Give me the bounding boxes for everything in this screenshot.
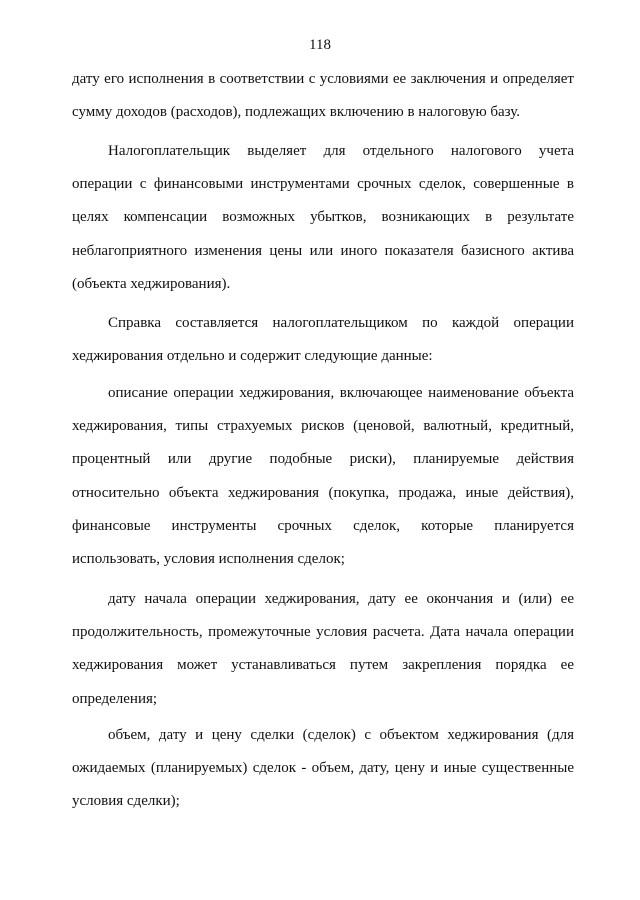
text-line: (объекта хеджирования).	[72, 275, 231, 292]
text-line: относительно объекта хеджирования (покупка, продажа, иные действия),	[72, 484, 574, 501]
page-number: 118	[309, 37, 331, 53]
paragraph-1	[72, 63, 574, 129]
paragraph-2	[72, 135, 574, 301]
text-line: целях компенсации возможных убытков, возникающих в результате	[72, 209, 574, 226]
text-line: использовать, условия исполнения сделок;	[72, 551, 345, 568]
text-line: описание операции хеджирования, включающее наименование объекта	[108, 385, 574, 401]
text-line: хеджирования может устанавливаться путем закрепления порядка ее	[72, 657, 574, 674]
paragraph-6	[72, 719, 574, 819]
text-line: хеджирования, типы страхуемых рисков (ценовой, валютный, кредитный,	[72, 418, 574, 435]
text-line: финансовые инструменты срочных сделок, которые планируется	[72, 517, 574, 534]
text-line: хеджирования отдельно и содержит следующие данные:	[72, 348, 433, 365]
text-line: дату начала операции хеджирования, дату ее окончания и (или) ее	[108, 591, 574, 607]
paragraph-5	[72, 583, 574, 716]
paragraph-3	[72, 307, 574, 373]
text-line: ожидаемых (планируемых) сделок - объем, дату, цену и иные существенные	[72, 760, 574, 777]
text-line: условия сделки);	[72, 793, 180, 810]
paragraph-4	[72, 377, 574, 576]
text-line: неблагоприятного изменения цены или иного показателя базисного актива	[72, 242, 574, 259]
text-line: определения;	[72, 690, 158, 707]
text-line: процентный или другие подобные риски), планируемые действия	[72, 451, 574, 468]
text-line: Налогоплательщик выделяет для отдельного налогового учета	[108, 143, 574, 159]
text-line: операции с финансовыми инструментами срочных сделок, совершенные в	[72, 176, 574, 193]
text-line: объем, дату и цену сделки (сделок) с объектом хеджирования (для	[108, 727, 574, 743]
text-line: продолжительность, промежуточные условия расчета. Дата начала операции	[72, 624, 574, 641]
text-line: Справка составляется налогоплательщиком по каждой операции	[108, 315, 574, 331]
text-line: дату его исполнения в соответствии с условиями ее заключения и определяет	[72, 71, 574, 87]
text-line: сумму доходов (расходов), подлежащих включению в налоговую базу.	[72, 104, 521, 121]
